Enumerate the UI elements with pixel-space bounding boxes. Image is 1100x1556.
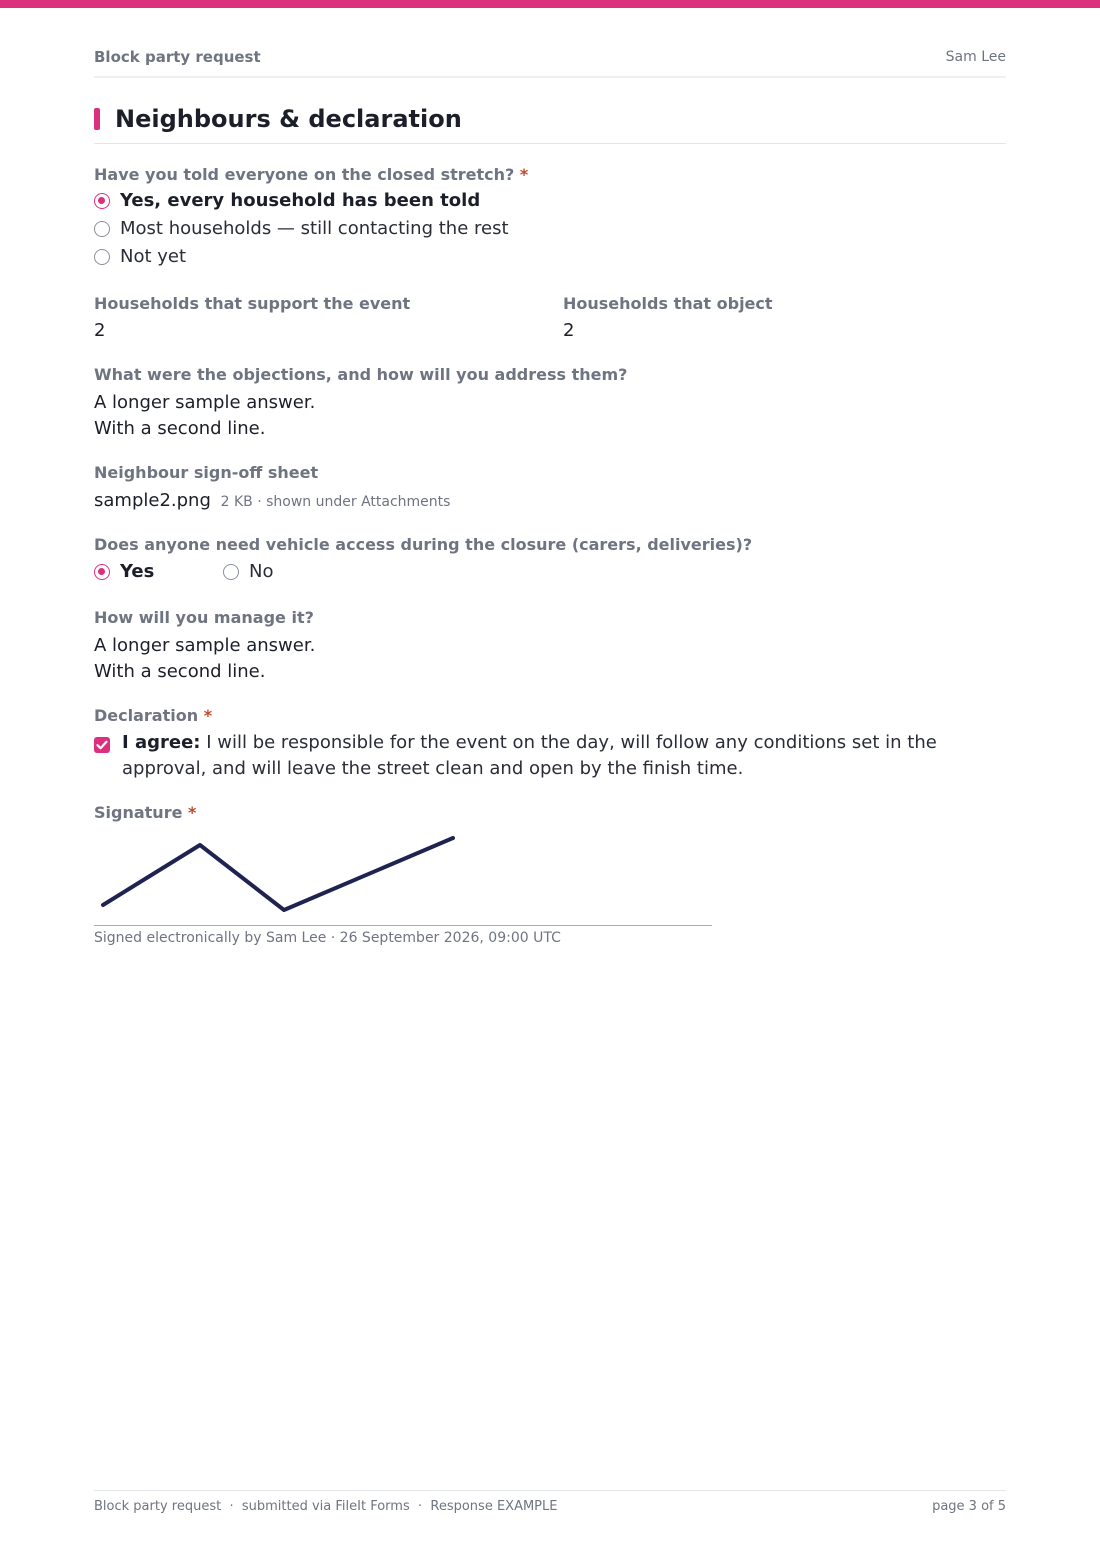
- radio-selected-icon: [94, 193, 110, 209]
- objections-answer-line-1: A longer sample answer.: [94, 392, 316, 413]
- checkmark-icon: [94, 737, 110, 753]
- manage-label: How will you manage it?: [94, 608, 314, 627]
- declaration-label-text: Declaration: [94, 706, 199, 725]
- declaration-text: [122, 730, 1006, 782]
- radio-empty-icon: [94, 221, 110, 237]
- form-title: Block party request: [94, 48, 261, 66]
- declaration-checkbox[interactable]: [94, 737, 110, 753]
- signature-label: [94, 803, 196, 823]
- required-marker: *: [188, 803, 197, 822]
- option-label: Not yet: [120, 246, 187, 267]
- radio-empty-icon: [94, 249, 110, 265]
- told-question-label: [94, 165, 528, 185]
- attachment-file-meta: 2 KB · shown under Attachments: [220, 494, 451, 510]
- support-value: 2: [94, 320, 106, 341]
- manage-answer-line-1: A longer sample answer.: [94, 635, 316, 656]
- signature-caption: Signed electronically by Sam Lee · 26 September 2026, 09:00 UTC: [94, 930, 561, 946]
- respondent-name: Sam Lee: [945, 49, 1006, 65]
- radio-empty-icon: [223, 564, 239, 580]
- radio-selected-icon: [94, 564, 110, 580]
- object-label: Households that object: [563, 294, 773, 313]
- page-footer: [94, 1490, 1006, 1521]
- declaration-lead: I agree:: [122, 732, 201, 753]
- signature-box: [94, 828, 712, 926]
- support-label: Households that support the event: [94, 294, 411, 313]
- section-title: Neighbours & declaration: [115, 105, 462, 133]
- objections-answer-line-2: With a second line.: [94, 418, 266, 439]
- form-page: [94, 0, 1006, 1556]
- attachment-file[interactable]: [94, 488, 450, 515]
- objections-label: What were the objections, and how will you address them?: [94, 365, 628, 384]
- declaration-body: I will be responsible for the event on the day, will follow any conditions set in the approval, and will leave the street clean and open by the finish time.: [122, 732, 937, 779]
- vehicle-question-label: Does anyone need vehicle access during the closure (carers, deliveries)?: [94, 535, 753, 554]
- declaration-label: [94, 706, 212, 726]
- section-heading: [94, 104, 1006, 144]
- required-marker: *: [203, 706, 213, 725]
- object-value: 2: [563, 320, 575, 341]
- footer-text: Block party request · submitted via FileIt Forms · Response EXAMPLE: [94, 1499, 558, 1514]
- running-header: [94, 48, 1006, 78]
- required-marker: *: [519, 165, 529, 184]
- section-marker: [94, 108, 100, 130]
- option-label: No: [249, 561, 274, 582]
- page-number: page 3 of 5: [932, 1499, 1006, 1514]
- signature-label-text: Signature: [94, 803, 183, 822]
- manage-answer-line-2: With a second line.: [94, 661, 266, 682]
- option-label: Most households — still contacting the rest: [120, 218, 509, 239]
- signature-image: [94, 828, 712, 925]
- option-label: Yes, every household has been told: [120, 190, 481, 211]
- told-question-text: Have you told everyone on the closed stretch?: [94, 165, 515, 184]
- signoff-label: Neighbour sign-off sheet: [94, 463, 319, 482]
- option-label: Yes: [120, 561, 155, 582]
- attachment-file-name: sample2.png: [94, 490, 211, 511]
